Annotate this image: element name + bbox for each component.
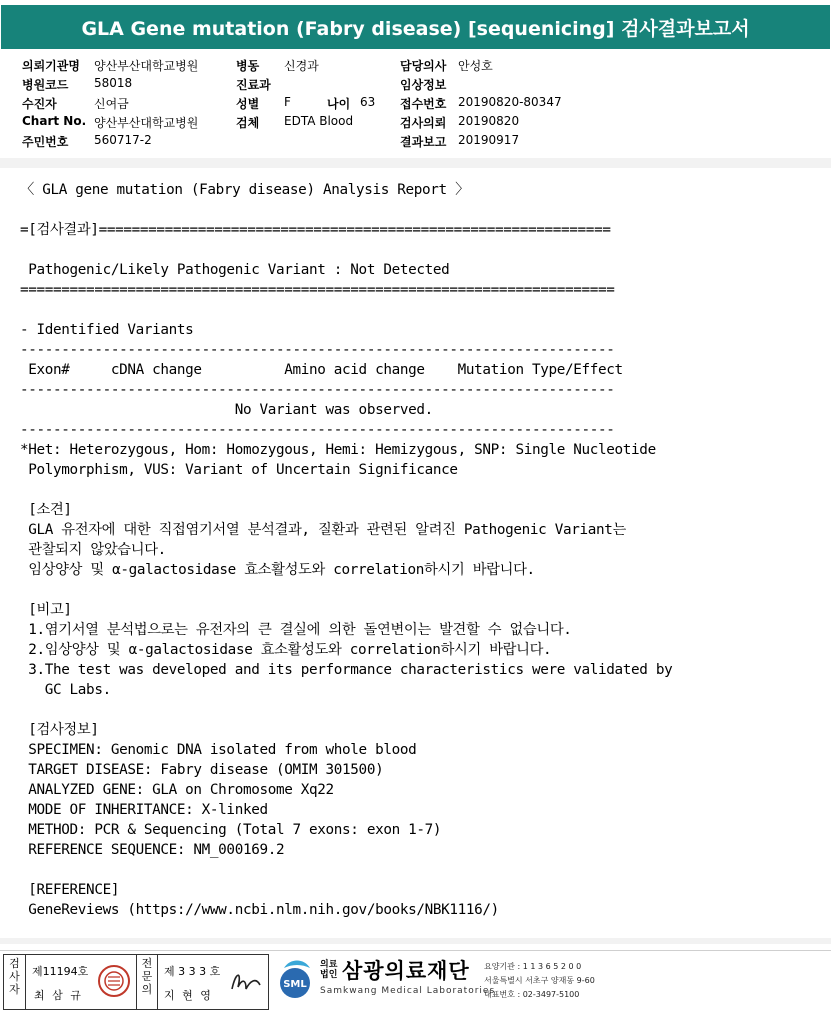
tester-name: 최 삼 규 [34, 989, 83, 1002]
report-line: 〈 GLA gene mutation (Fabry disease) Analysis Report 〉 [20, 182, 470, 198]
report-line: 1.염기서열 분석법으로는 유전자의 큰 결실에 의한 돌연변이는 발견할 수 없습니다. [20, 622, 572, 638]
org-detail-line: 서울특별시 서초구 양재동 9-60 [484, 976, 595, 985]
organization-english-name: Samkwang Medical Laboratories [320, 986, 496, 996]
report-line: ------------------------------------------------------------------------ [20, 342, 615, 358]
sml-logo-icon [272, 956, 318, 1002]
report-line: MODE OF INHERITANCE: X-linked [20, 802, 268, 818]
report-line: Polymorphism, VUS: Variant of Uncertain Significance [20, 462, 458, 478]
request-date-label: 검사의뢰 [400, 116, 447, 130]
report-line [20, 300, 825, 320]
report-line: METHOD: PCR & Sequencing (Total 7 exons: exon 1-7) [20, 822, 442, 838]
report-line: GC Labs. [20, 682, 111, 698]
report-line: [REFERENCE] [20, 882, 120, 898]
report-line: GLA 유전자에 대한 직접염기서열 분석결과, 질환과 관련된 알려진 Pathogenic Variant는 [20, 522, 626, 538]
hospital-code-label: 병원코드 [22, 78, 69, 92]
report-line [20, 240, 825, 260]
approver-name: 지 현 영 [164, 989, 213, 1002]
tester-license: 제11194호 [32, 965, 89, 978]
approver-label: 전 문 의 [136, 955, 158, 1009]
report-date-value: 20190917 [458, 133, 520, 147]
footer-rule [0, 950, 831, 951]
ward-label: 병동 [236, 59, 260, 73]
info-row [22, 57, 822, 75]
report-line: Pathogenic/Likely Pathogenic Variant : Not Detected [20, 262, 450, 278]
report-line: Exon# cDNA change Amino acid change Mutation Type/Effect [20, 362, 623, 378]
report-line [20, 860, 825, 880]
resident-number-label: 주민번호 [22, 135, 69, 149]
age-label: 나이 [327, 97, 351, 111]
info-row [22, 76, 822, 94]
age-value: 63 [360, 95, 376, 109]
specimen-label: 검체 [236, 116, 260, 130]
report-line: TARGET DISEASE: Fabry disease (OMIM 301500) [20, 762, 384, 778]
report-line [20, 700, 825, 720]
resident-number-value: 560717-2 [94, 133, 152, 147]
request-date-value: 20190820 [458, 114, 520, 128]
report-line [20, 480, 825, 500]
sml-logo-text: SML [283, 979, 307, 990]
patient-name-value: 신여금 [94, 97, 129, 111]
report-line: *Het: Heterozygous, Hom: Homozygous, Hemi: Hemizygous, SNP: Single Nucleotide [20, 442, 656, 458]
report-line [20, 580, 825, 600]
report-line: =[검사결과]============================================================== [20, 222, 611, 238]
approver-signature-icon [226, 965, 264, 999]
chart-number-value: 양산부산대학교병원 [94, 116, 199, 130]
report-line: [소견] [20, 502, 72, 518]
organization-name: 삼광의료재단 [342, 959, 470, 983]
org-detail-line: 요양기관 : 1 1 3 6 5 2 0 0 [484, 962, 582, 971]
sex-label: 성별 [236, 97, 260, 111]
tester-seal-icon [96, 961, 132, 1001]
report-title-bar [1, 5, 830, 49]
organization-details [484, 960, 595, 1002]
org-detail-line: 대표번호 : 02-3497-5100 [484, 990, 580, 999]
accession-number-label: 접수번호 [400, 97, 447, 111]
report-line: ======================================================================== [20, 282, 615, 298]
report-line: ANALYZED GENE: GLA on Chromosome Xq22 [20, 782, 334, 798]
department-label: 진료과 [236, 78, 271, 92]
requesting-institution-label: 의뢰기관명 [22, 59, 80, 73]
doctor-label: 담당의사 [400, 59, 447, 73]
org-prefix [320, 960, 337, 980]
report-body [20, 180, 825, 940]
info-row [22, 95, 822, 113]
sex-value: F [284, 95, 291, 109]
approver-license: 제 3 3 3 호 [164, 965, 221, 978]
patient-name-label: 수진자 [22, 97, 57, 111]
section-divider [0, 158, 831, 168]
doctor-value: 안성호 [458, 59, 493, 73]
section-divider [0, 938, 831, 944]
report-title: GLA Gene mutation (Fabry disease) [sequenicing] 검사결과보고서 [81, 17, 750, 40]
report-line: 임상양상 및 α-galactosidase 효소활성도와 correlation하시기 바랍니다. [20, 562, 535, 578]
report-line: 2.임상양상 및 α-galactosidase 효소활성도와 correlation하시기 바랍니다. [20, 642, 552, 658]
clinical-info-label: 임상정보 [400, 78, 447, 92]
info-row [22, 114, 822, 132]
hospital-code-value: 58018 [94, 76, 133, 90]
signature-box [3, 954, 269, 1010]
report-line: SPECIMEN: Genomic DNA isolated from whole blood [20, 742, 417, 758]
report-line: [검사정보] [20, 722, 99, 738]
report-line: ------------------------------------------------------------------------ [20, 382, 615, 398]
info-row [22, 133, 822, 151]
report-line: - Identified Variants [20, 322, 194, 338]
report-date-label: 결과보고 [400, 135, 447, 149]
org-prefix-line: 의료 [320, 960, 338, 970]
specimen-value: EDTA Blood [284, 114, 354, 128]
report-line: [비고] [20, 602, 72, 618]
report-line: GeneReviews (https://www.ncbi.nlm.nih.gov/books/NBK1116/) [20, 902, 499, 918]
report-line: 3.The test was developed and its performance characteristics were validated by [20, 662, 673, 678]
accession-number-value: 20190820-80347 [458, 95, 562, 109]
chart-number-label: Chart No. [22, 114, 87, 128]
ward-value: 신경과 [284, 59, 319, 73]
report-line: ------------------------------------------------------------------------ [20, 422, 615, 438]
report-line: No Variant was observed. [20, 402, 433, 418]
patient-info-block [22, 57, 822, 153]
report-line: REFERENCE SEQUENCE: NM_000169.2 [20, 842, 285, 858]
requesting-institution-value: 양산부산대학교병원 [94, 59, 199, 73]
tester-label: 검 사 자 [4, 955, 26, 1009]
org-prefix-line: 법인 [320, 970, 338, 980]
report-line [20, 200, 825, 220]
report-line: 관찰되지 않았습니다. [20, 542, 166, 558]
